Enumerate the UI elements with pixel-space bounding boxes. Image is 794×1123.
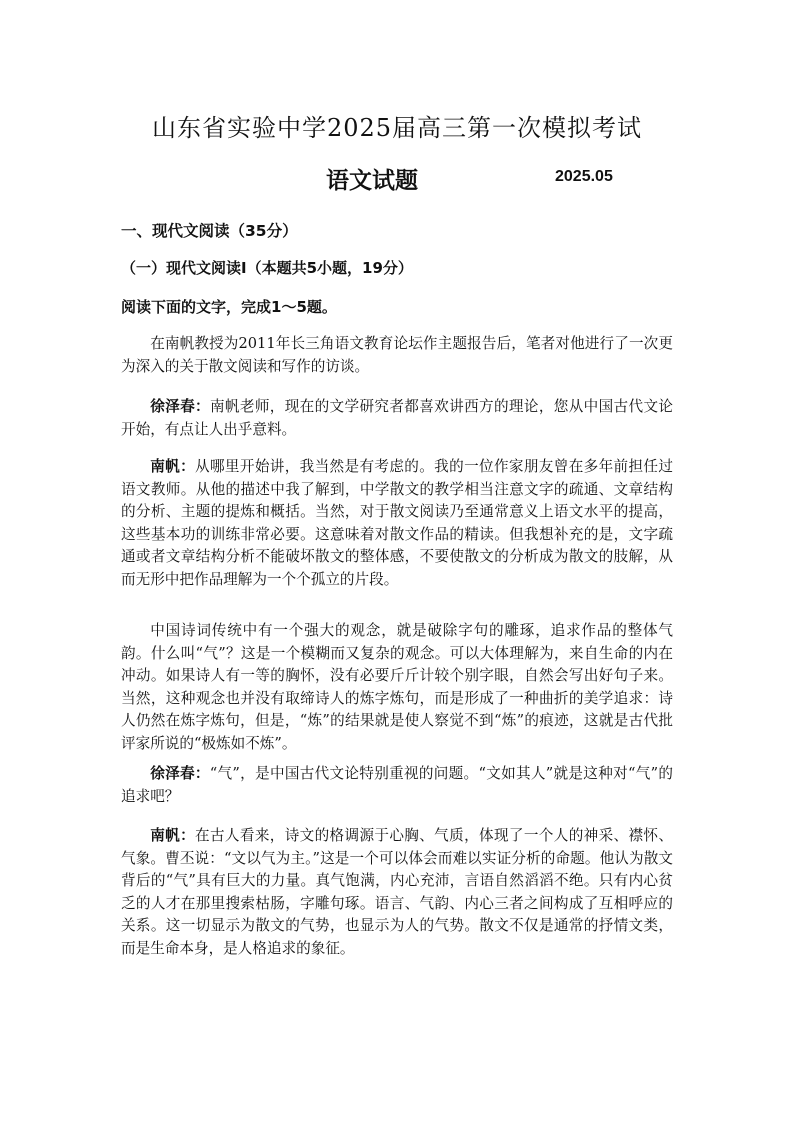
paragraph-text: 在古人看来，诗文的格调源于心胸、气质，体现了一个人的神采、襟怀、气象。曹丕说：“文以气为主。”这是一个可以体会而难以实证分析的命题。他认为散文背后的“气”具有巨大的力量。真气饱满，内心充沛，言语自然滔滔不绝。只有内心贫乏的人才在那里搜索枯肠，字雕句琢。语言、气韵、内心三者之间构成了互相呼应的关系。这一切显示为散文的气势，也显示为人的气势。散文不仅是通常的抒情文类，而是生命本身，是人格追求的象征。 (121, 827, 673, 957)
paragraph-text: 在南帆教授为2011年长三角语文教育论坛作主题报告后，笔者对他进行了一次更为深入的关于散文阅读和写作的访谈。 (121, 335, 673, 375)
section-heading: 一、现代文阅读（35分） (121, 222, 298, 240)
reading-instruction: 阅读下面的文字，完成1～5题。 (121, 298, 337, 316)
paragraph-answer-cont (121, 620, 673, 756)
paragraph-question (121, 396, 673, 441)
paragraph-answer (121, 825, 673, 961)
speaker-label: 徐泽春： (150, 765, 210, 782)
speaker-label: 徐泽春： (150, 398, 210, 415)
speaker-label: 南帆： (150, 458, 196, 475)
paragraph-text: 南帆老师，现在的文学研究者都喜欢讲西方的理论，您从中国古代文论开始，有点让人出乎意料。 (121, 398, 673, 438)
subsection-heading: （一）现代文阅读Ⅰ（本题共5小题，19分） (121, 259, 413, 277)
paragraph-text: “气”，是中国古代文论特别重视的问题。“文如其人”就是这种对“气”的追求吧？ (121, 765, 673, 805)
paragraph-question (121, 763, 673, 808)
paragraph-intro (121, 333, 673, 378)
exam-date: 2025.05 (555, 168, 613, 185)
exam-title: 山东省实验中学2025届高三第一次模拟考试 (151, 114, 643, 142)
speaker-label: 南帆： (150, 827, 196, 844)
paragraph-text: 从哪里开始讲，我当然是有考虑的。我的一位作家朋友曾在多年前担任过语文教师。从他的描述中我了解到，中学散文的教学相当注意文字的疏通、文章结构的分析、主题的提炼和概括。当然，对于散文阅读乃至通常意义上语文水平的提高，这些基本功的训练非常必要。这意味着对散文作品的精读。但我想补充的是，文字疏通或者文章结构分析不能破坏散文的整体感，不要使散文的分析成为散文的肢解，从而无形中把作品理解为一个个孤立的片段。 (121, 458, 673, 588)
paragraph-answer (121, 456, 673, 592)
paragraph-text: 中国诗词传统中有一个强大的观念，就是破除字句的雕琢，追求作品的整体气韵。什么叫“气”？这是一个模糊而又复杂的观念。可以大体理解为，来自生命的内在冲动。如果诗人有一等的胸怀，没有必要斤斤计较个别字眼，自然会写出好句子来。当然，这种观念也并没有取缔诗人的炼字炼句，而是形成了一种曲折的美学追求：诗人仍然在炼字炼句，但是，“炼”的结果就是使人察觉不到“炼”的痕迹，这就是古代批评家所说的“极炼如不炼”。 (121, 622, 673, 752)
subject-title: 语文试题 (326, 168, 418, 194)
